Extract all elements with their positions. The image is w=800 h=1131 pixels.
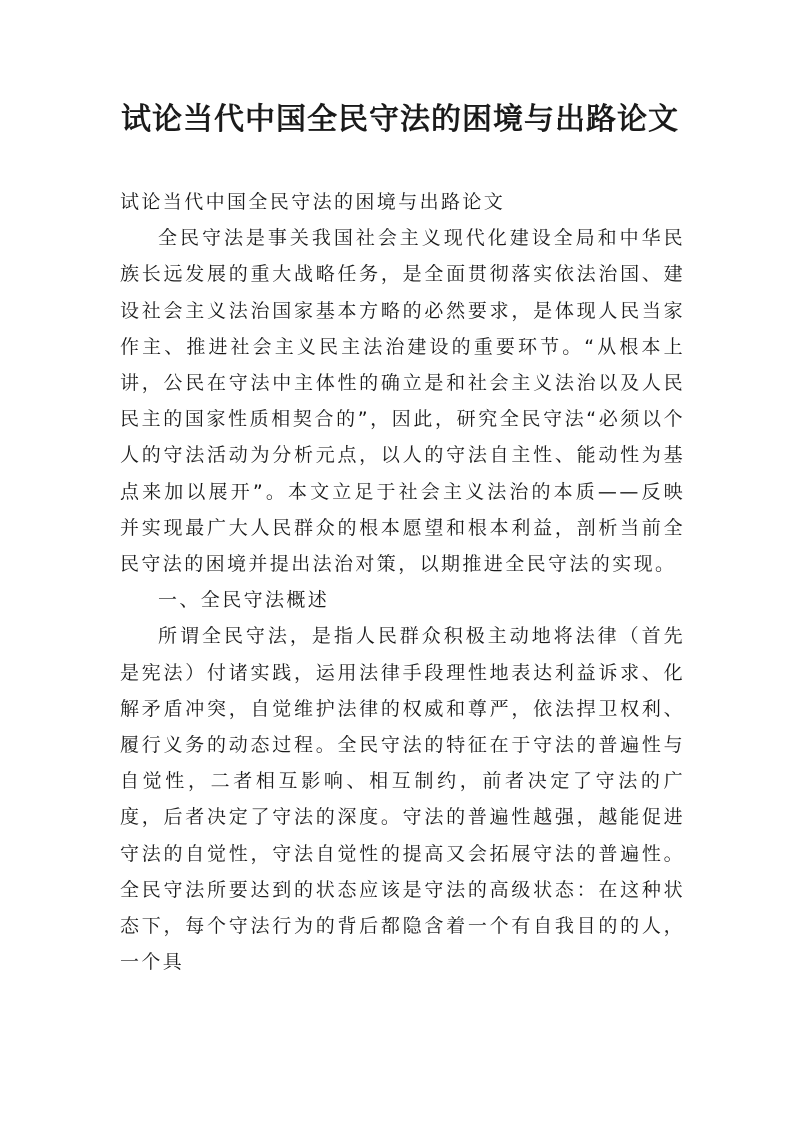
document-body: [120, 184, 685, 980]
paragraph-intro: 全民守法是事关我国社会主义现代化建设全局和中华民族长远发展的重大战略任务，是全面贯彻落实依法治国、建设社会主义法治国家基本方略的必然要求，是体现人民当家作主、推进社会主义民主法治建设的重要环节。“从根本上讲，公民在守法中主体性的确立是和社会主义法治以及人民民主的国家性质相契合的”，因此，研究全民守法“必须以个人的守法活动为分析元点，以人的守法自主性、能动性为基点来加以展开”。本文立足于社会主义法治的本质——反映并实现最广大人民群众的根本愿望和根本利益，剖析当前全民守法的困境并提出法治对策，以期推进全民守法的实现。: [120, 227, 685, 576]
document-title: 试论当代中国全民守法的困境与出路论文: [121, 102, 679, 137]
document-subtitle: 试论当代中国全民守法的困境与出路论文: [120, 191, 506, 213]
section-heading: 一、全民守法概述: [158, 589, 330, 612]
paragraph-definition: 所谓全民守法，是指人民群众积极主动地将法律（首先是宪法）付诸实践，运用法律手段理性地表达利益诉求、化解矛盾冲突，自觉维护法律的权威和尊严，依法捍卫权利、履行义务的动态过程。全民守法的特征在于守法的普遍性与自觉性，二者相互影响、相互制约，前者决定了守法的广度，后者决定了守法的深度。守法的普遍性越强，越能促进守法的自觉性，守法自觉性的提高又会拓展守法的普遍性。全民守法所要达到的状态应该是守法的高级状态：在这种状态下，每个守法行为的背后都隐含着一个有自我目的的人，一个具: [120, 625, 685, 974]
